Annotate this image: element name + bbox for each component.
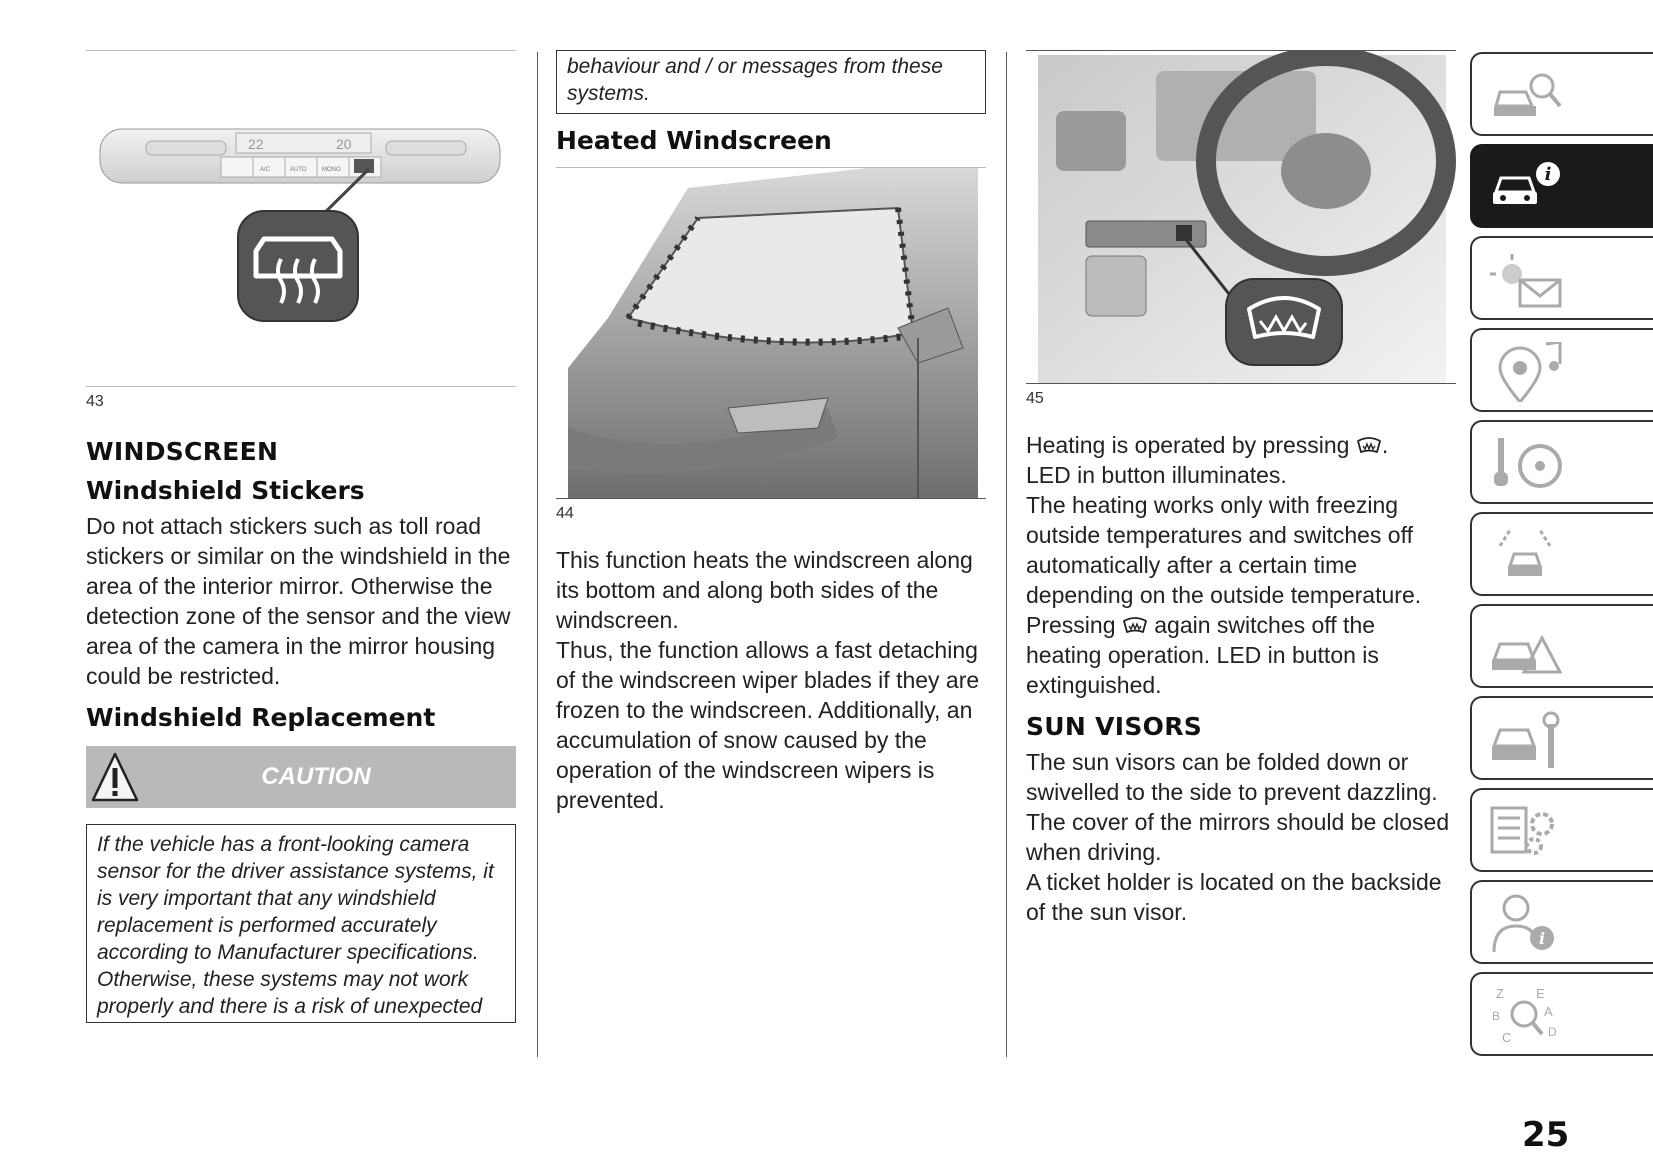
starting-driving-icon [1490, 434, 1570, 494]
tab-emergency[interactable] [1470, 604, 1653, 688]
tab-multimedia-user[interactable] [1470, 880, 1653, 964]
tab-starting-driving[interactable] [1470, 420, 1653, 504]
panel-mono-button: MONO [322, 167, 341, 173]
paragraph: This function heats the windscreen along its bottom and along both sides of the windscreen. [556, 547, 973, 633]
subheading-windshield-stickers: Windshield Stickers [86, 476, 365, 505]
car-search-icon [1490, 66, 1570, 126]
index-icon [1490, 986, 1570, 1046]
heated-windscreen-text [556, 545, 986, 815]
figure-bottom-rule [86, 386, 516, 387]
warning-light-message-icon [1490, 250, 1570, 310]
maintenance-icon [1490, 710, 1570, 770]
emergency-icon [1490, 618, 1570, 678]
figure-number: 45 [1026, 390, 1044, 407]
figure-44-van-windscreen [568, 168, 986, 498]
figure-number: 44 [556, 505, 574, 522]
subheading-windshield-replacement: Windshield Replacement [86, 703, 436, 732]
caution-continued-text: behaviour and / or messages from these systems. [567, 55, 943, 105]
chapter-tabs [1470, 52, 1653, 1064]
caution-text: If the vehicle has a front-looking camera sensor for the driver assistance systems, it is very important that any windshield replacement is performed accurately according to Manufacturer specifications. Otherwise, these systems may not work properly and there is a risk of unexpected [97, 833, 494, 1018]
sun-visors-text: The sun visors can be folded down or swivelled to the side to prevent dazzling. The cover of the mirrors should be closed when driving. A ticket holder is located on the backside of the sun visor. [1026, 749, 1450, 925]
tab-index[interactable] [1470, 972, 1653, 1056]
section-heading-sun-visors: SUN VISORS [1026, 712, 1203, 741]
panel-left-temp: 22 [248, 136, 264, 152]
tab-technical-data[interactable] [1470, 788, 1653, 872]
column-divider [537, 52, 538, 1057]
caution-banner [86, 746, 516, 808]
stickers-paragraph: Do not attach stickers such as toll road stickers or similar on the windshield in the area of the interior mirror. Otherwise the detection zone of the sensor and the view area of the camera in the mirror housing could be restricted. [86, 513, 511, 689]
figure-43-climate-panel [86, 51, 516, 386]
figure-bottom-rule [1026, 383, 1456, 384]
car-info-icon [1490, 158, 1570, 218]
tab-warning-lights-messages[interactable] [1470, 236, 1653, 320]
caution-continued-box [556, 50, 986, 114]
figure-bottom-rule [556, 498, 986, 499]
tab-multimedia-location[interactable] [1470, 328, 1653, 412]
column-divider [1006, 52, 1007, 1057]
panel-ac-button: A/C [260, 167, 271, 173]
multimedia-user-icon [1490, 894, 1570, 954]
svg-text:Z: Z [1496, 986, 1504, 1001]
car-safety-icon [1490, 526, 1570, 586]
tab-car-search[interactable] [1470, 52, 1653, 136]
paragraph: Thus, the function allows a fast detaching of the windscreen wiper blades if they are frozen to the windscreen. Additionally, an accumulation of snow caused by the operation of the windscreen wipers is prevented. [556, 637, 980, 813]
svg-text:A: A [1544, 1004, 1553, 1019]
section-heading-windscreen: WINDSCREEN [86, 437, 279, 466]
column-middle [556, 50, 986, 815]
caution-label: CAUTION [261, 763, 371, 790]
svg-text:C: C [1502, 1030, 1512, 1045]
column-left [86, 50, 516, 1023]
svg-text:E: E [1536, 986, 1545, 1001]
subheading-heated-windscreen: Heated Windscreen [556, 126, 832, 155]
svg-text:i: i [1544, 164, 1552, 185]
tab-car-info[interactable] [1470, 144, 1653, 228]
svg-text:i: i [1538, 929, 1546, 948]
figure-45-dashboard [1026, 51, 1456, 383]
heated-windscreen-icon [1122, 615, 1148, 635]
heating-operation-text: Heating is operated by pressing . LED in button illuminates. The heating works only with freezing outside temperatures and switches off automatically after a certain time depending on the outside temperature. Pressing again switches off the heating operation. LED in button is extinguished. [1026, 432, 1422, 698]
panel-auto-button: AUTO [290, 167, 307, 173]
tab-maintenance[interactable] [1470, 696, 1653, 780]
panel-right-temp: 20 [336, 136, 352, 152]
svg-text:D: D [1548, 1025, 1557, 1039]
svg-text:B: B [1492, 1009, 1501, 1023]
heated-windscreen-icon [1356, 435, 1382, 455]
page-number: 25 [1522, 1115, 1570, 1155]
figure-number: 43 [86, 393, 104, 410]
caution-text-box [86, 824, 516, 1023]
column-right [1026, 50, 1456, 927]
technical-data-icon [1490, 802, 1570, 862]
tab-safety[interactable] [1470, 512, 1653, 596]
multimedia-location-icon [1490, 342, 1570, 402]
